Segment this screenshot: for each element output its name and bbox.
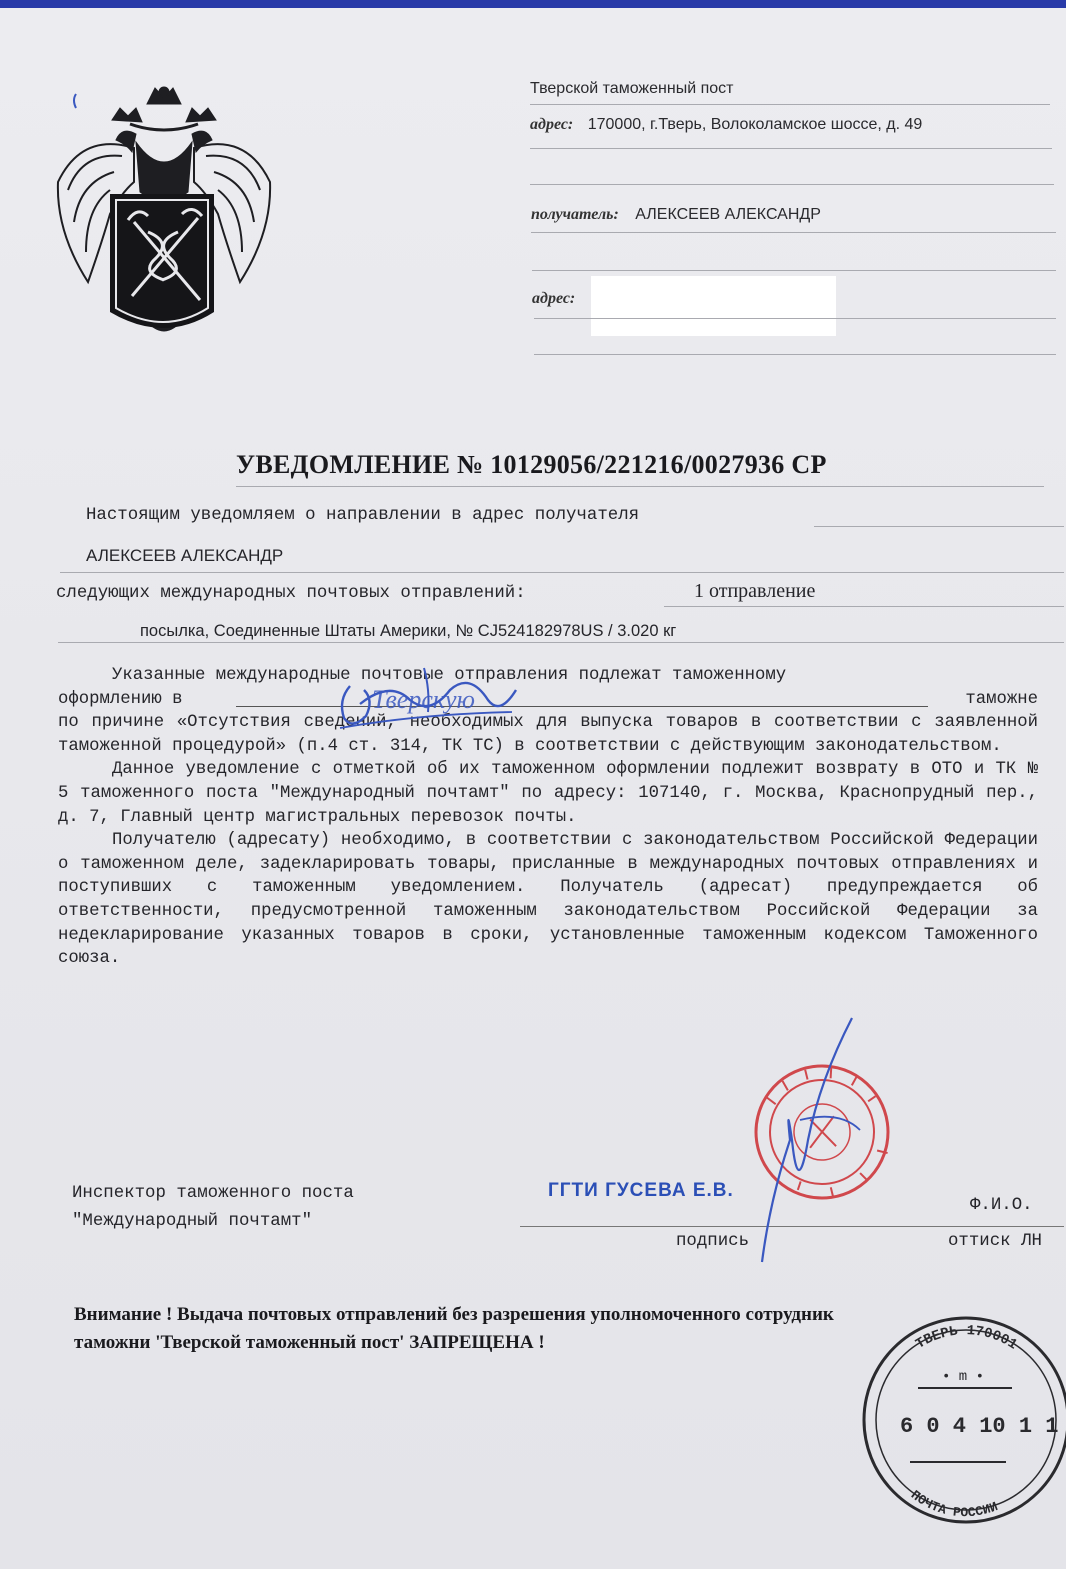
signature-label: подпись bbox=[676, 1232, 750, 1251]
customs-name-rule bbox=[236, 706, 928, 707]
address-label: адрес: bbox=[530, 116, 574, 133]
body-paragraph-3: Получателю (адресату) необходимо, в соответствии с законодательством Российской Федерации о таможенном деле, задекларировать товары, присланные в международных почтовых отправлениях и поступивших с таможенным уведомлением. Получатель (адресат) предупреждается об ответственности, предусмотренной таможенным законодательством Российской Федерации за недекларирование указанных товаров в сроки, установленные таможенным кодексом Таможенного союза. bbox=[58, 831, 1038, 969]
notice-recipient-name: АЛЕКСЕЕВ АЛЕКСАНДР bbox=[86, 546, 284, 565]
handwritten-customs-name-text: Тверскую bbox=[372, 685, 475, 714]
postmark-middle-text: • m • bbox=[942, 1369, 985, 1385]
recipient-address-label: адрес: bbox=[532, 290, 576, 307]
body-paragraph-1-line-2 bbox=[58, 688, 1038, 712]
recipient-address-row bbox=[532, 290, 575, 308]
customs-emblem-icon bbox=[52, 82, 277, 350]
header-rule-5 bbox=[532, 270, 1056, 271]
header-rule-2 bbox=[530, 148, 1052, 149]
imprint-label: оттиск ЛН bbox=[948, 1232, 1042, 1251]
body-paragraph-1-line-1: Указанные международные почтовые отправления подлежат таможенному bbox=[112, 666, 787, 685]
postmark-top-text: ТВЕРЬ 170001 bbox=[913, 1323, 1020, 1354]
inspector-line-1: Инспектор таможенного поста bbox=[72, 1184, 354, 1203]
items-label: следующих международных почтовых отправлений: bbox=[56, 584, 526, 603]
header-rule-1 bbox=[530, 104, 1050, 105]
parcel-description: посылка, Соединенные Штаты Америки, № CJ524182978US / 3.020 кг bbox=[140, 622, 677, 640]
inspector-line-2: "Международный почтамт" bbox=[72, 1212, 313, 1231]
notice-title: УВЕДОМЛЕНИЕ № 10129056/221216/0027936 CP bbox=[236, 450, 827, 479]
header-rule-7 bbox=[534, 354, 1056, 355]
recipient-value: АЛЕКСЕЕВ АЛЕКСАНДР bbox=[635, 206, 821, 223]
redacted-address-box bbox=[591, 276, 836, 336]
postmark-bottom-path: ПОЧТА РОССИИ bbox=[907, 1487, 1000, 1521]
body-paragraph-1-rest: по причине «Отсутствия сведений, необходимых для выпуска товаров в соответствии с заявленной таможенной процедурой» (п.4 ст. 314, ТК ТС) в соответствии с действующим законодательством. bbox=[58, 713, 1038, 756]
items-count: 1 отправление bbox=[694, 580, 816, 602]
inspector-name-stamp: ГГТИ ГУСЕВА Е.В. bbox=[548, 1180, 734, 1201]
body-p1-start: оформлению в bbox=[58, 689, 183, 709]
notice-intro: Настоящим уведомляем о направлении в адрес получателя bbox=[86, 506, 640, 525]
intro-rule bbox=[814, 526, 1064, 527]
recipient-name-rule bbox=[60, 572, 1064, 573]
recipient-row bbox=[531, 206, 821, 224]
customs-address-value: 170000, г.Тверь, Волоколамское шоссе, д. 49 bbox=[587, 116, 923, 133]
notice-body bbox=[58, 664, 1038, 971]
header-rule-3 bbox=[530, 184, 1054, 185]
header-rule-6 bbox=[534, 318, 1056, 319]
customs-post-name: Тверской таможенный пост bbox=[530, 80, 734, 97]
recipient-label: получатель: bbox=[531, 206, 619, 223]
customs-address-row bbox=[530, 116, 922, 134]
signature-rule bbox=[520, 1226, 1064, 1227]
header-rule-4 bbox=[531, 232, 1056, 233]
postmark-date: 6 0 4 10 1 1 bbox=[900, 1414, 1059, 1439]
title-rule bbox=[236, 486, 1044, 487]
fio-label: Ф.И.О. bbox=[970, 1196, 1033, 1215]
warning-line-2: таможни 'Тверской таможенный пост' ЗАПРЕЩЕНА ! bbox=[74, 1332, 545, 1353]
body-paragraph-2: Данное уведомление с отметкой об их таможенном оформлении подлежит возврату в ОТО и ТК № 5 таможенного поста "Международный почтамт" по адресу: 107140, г. Москва, Краснопрудный пер., д. 7, Главный центр магистральных перевозок почты. bbox=[58, 760, 1038, 827]
top-edge-strip bbox=[0, 0, 1066, 8]
body-p1-end: таможне bbox=[965, 689, 1038, 709]
warning-line-1: Внимание ! Выдача почтовых отправлений без разрешения уполномоченного сотрудник bbox=[74, 1304, 834, 1325]
parcel-rule bbox=[58, 642, 1064, 643]
items-rule bbox=[664, 606, 1064, 607]
